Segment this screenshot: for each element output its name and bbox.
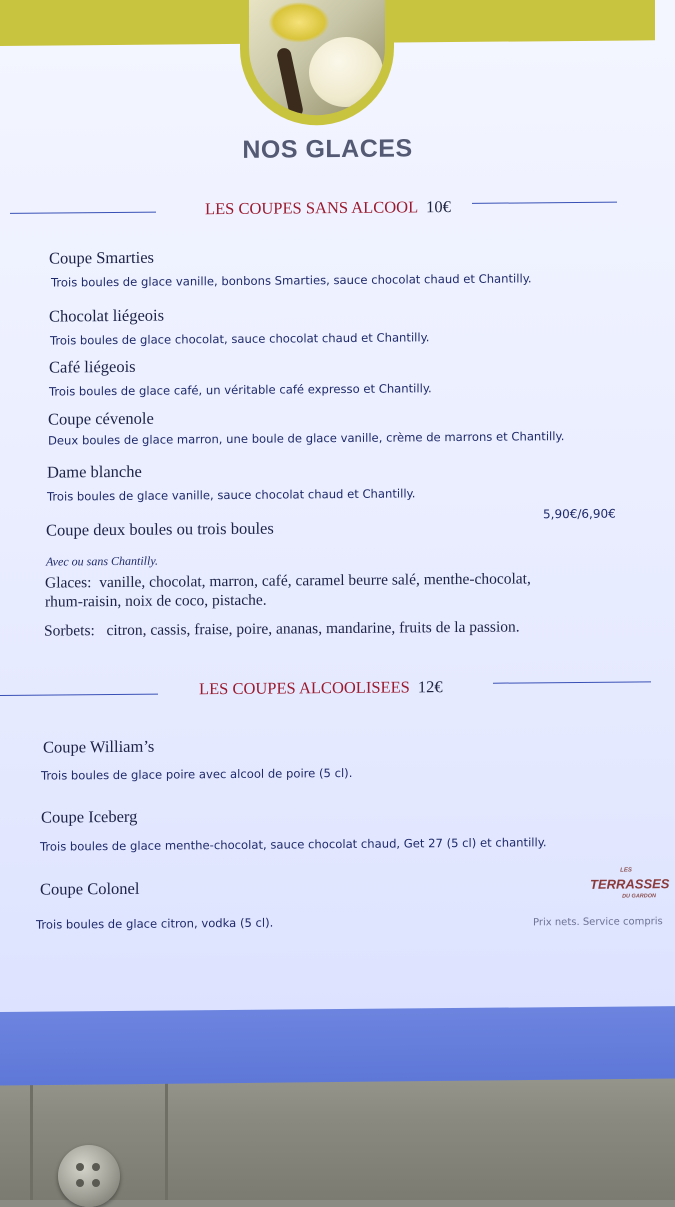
section-rule [493,681,651,683]
glaces-list [45,568,635,611]
item-description: Trois boules de glace menthe-chocolat, sauce chocolat chaud, Get 27 (5 cl) et chantilly. [40,835,547,854]
section-header-alcoolisees [0,675,675,711]
restaurant-logo: LES TERRASSES DU GARDON [590,867,670,900]
page-title: NOS GLACES [242,134,413,164]
item-name: Coupe William’s [43,736,155,757]
footer-note: Prix nets. Service compris [533,916,663,929]
item-name: Café liégeois [49,356,136,377]
ice-cream-medallion [240,0,394,126]
item-name: Coupe deux boules ou trois boules [46,518,274,540]
item-description: Trois boules de glace citron, vodka (5 cl). [36,915,274,932]
section-price: 10€ [426,197,451,217]
section-rule [472,202,617,204]
sorbets-values: citron, cassis, fraise, poire, ananas, mandarine, fruits de la passion. [106,618,520,640]
section-label: LES COUPES SANS ALCOOL 10€ [205,197,451,219]
item-name: Coupe Iceberg [41,806,138,827]
ice-cream-photo [249,0,385,116]
glaces-label: Glaces: [45,574,92,592]
section-rule [10,212,156,214]
item-description: Deux boules de glace marron, une boule de glace vanille, crème de marrons et Chantilly. [48,429,565,448]
item-name: Coupe Smarties [49,247,154,268]
item-price: 5,90€/6,90€ [543,506,616,522]
item-name: Coupe Colonel [40,878,140,899]
fabric-seam [30,1080,33,1200]
vanilla-pod-icon [276,47,304,116]
section-label: LES COUPES ALCOOLISEES 12€ [199,677,443,699]
glaces-line2: rhum-raisin, noix de coco, pistache. [45,591,267,611]
section-rule [0,694,158,696]
item-name: Coupe cévenole [48,408,154,429]
item-name: Chocolat liégeois [49,305,165,326]
fabric-seam [165,1080,168,1200]
garment-button [58,1145,120,1207]
item-description: Trois boules de glace vanille, bonbons Smarties, sauce chocolat chaud et Chantilly. [51,271,532,290]
ice-cream-scoop-icon [309,37,383,108]
item-description: Trois boules de glace poire avec alcool de poire (5 cl). [41,765,353,783]
item-description: Trois boules de glace chocolat, sauce chocolat chaud et Chantilly. [50,330,430,348]
sorbets-list [44,617,520,640]
item-description: Trois boules de glace café, un véritable café expresso et Chantilly. [49,381,432,399]
sorbets-label: Sorbets: [44,622,95,640]
section-price: 12€ [417,677,443,697]
item-name: Dame blanche [47,461,142,482]
item-note: Avec ou sans Chantilly. [46,553,158,569]
vanilla-flower-icon [269,2,329,43]
item-description: Trois boules de glace vanille, sauce chocolat chaud et Chantilly. [47,486,416,504]
glaces-line1: vanille, chocolat, marron, café, caramel beurre salé, menthe-chocolat, [99,570,531,592]
section-header-sans-alcool [0,195,675,231]
